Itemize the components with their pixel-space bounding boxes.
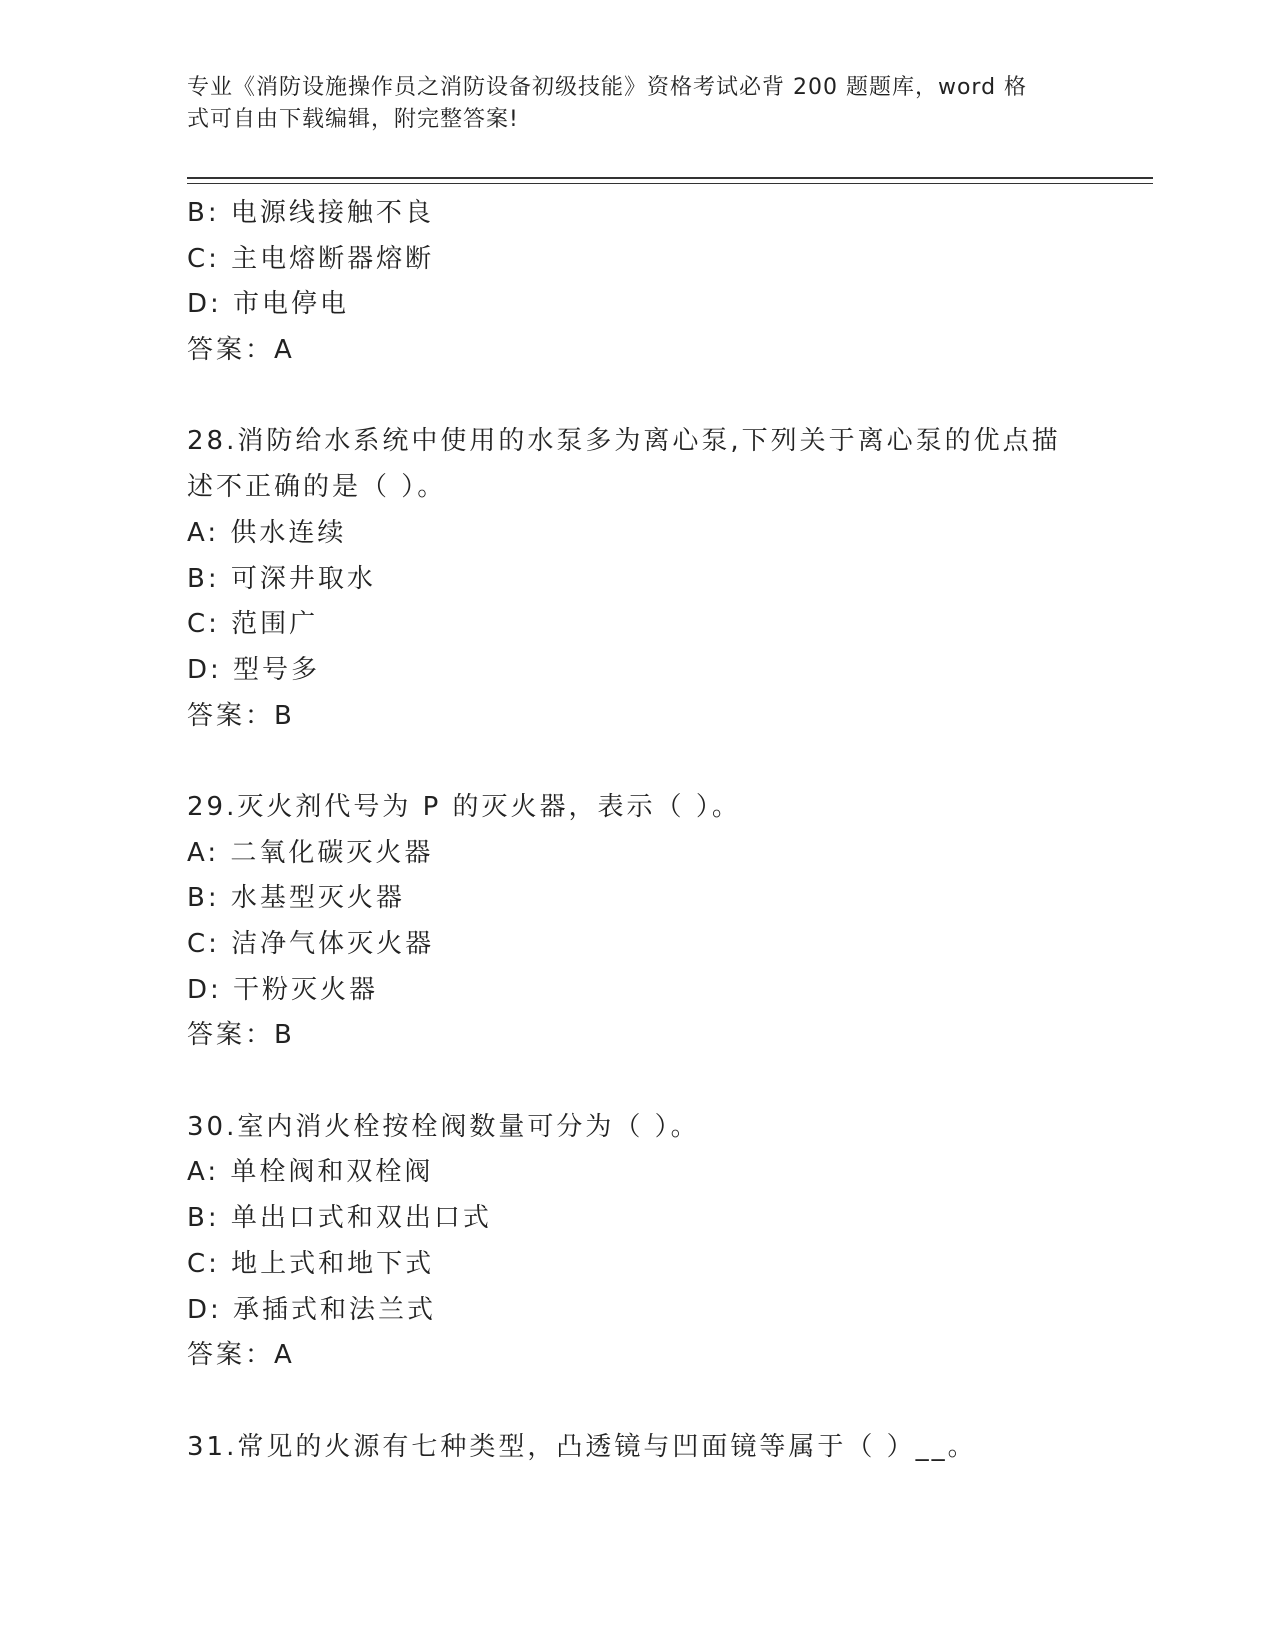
header-rule-thick bbox=[187, 177, 1153, 179]
answer: 答案：B bbox=[187, 700, 295, 731]
option-c: C: 范围广 bbox=[187, 609, 319, 640]
question-30 bbox=[187, 1105, 1087, 1379]
option-a: A: 二氧化碳灭火器 bbox=[187, 837, 434, 868]
question-28 bbox=[187, 419, 1087, 739]
question-text-line-1: 28.消防给水系统中使用的水泵多为离心泵,下列关于离心泵的优点描 bbox=[187, 426, 1061, 457]
option-c: C: 洁净气体灭火器 bbox=[187, 929, 435, 959]
question-text: 30.室内消火栓按栓阀数量可分为（ ）。 bbox=[187, 1111, 700, 1142]
option-b: B: 可深井取水 bbox=[187, 563, 376, 594]
question-text-line-2: 述不正确的是（ ）。 bbox=[187, 472, 447, 503]
question-27-tail bbox=[187, 191, 1087, 374]
question-text: 29.灭火剂代号为 P 的灭火器，表示（ ）。 bbox=[187, 791, 741, 822]
question-text: 31.常见的火源有七种类型，凸透镜与凹面镜等属于（ ）__。 bbox=[187, 1431, 977, 1462]
spacer bbox=[187, 1379, 1087, 1425]
option-d: D: 市电停电 bbox=[187, 289, 350, 320]
header-line-1: 专业《消防设施操作员之消防设备初级技能》资格考试必背 200 题题库，word 格 bbox=[187, 75, 1028, 100]
answer: 答案：B bbox=[187, 1020, 295, 1051]
option-d: D: 承插式和法兰式 bbox=[187, 1294, 437, 1325]
option-a: A: 供水连续 bbox=[187, 517, 347, 548]
spacer bbox=[187, 739, 1087, 785]
option-d: D: 干粉灭火器 bbox=[187, 974, 379, 1005]
question-list bbox=[187, 191, 1087, 1470]
option-b: B: 单出口式和双出口式 bbox=[187, 1203, 492, 1234]
spacer bbox=[187, 1059, 1087, 1105]
answer: 答案：A bbox=[187, 335, 295, 366]
option-c: C: 地上式和地下式 bbox=[187, 1248, 435, 1279]
option-a: A: 单栓阀和双栓阀 bbox=[187, 1157, 434, 1188]
option-b: B: 水基型灭火器 bbox=[187, 883, 405, 914]
document-header bbox=[187, 72, 1067, 136]
header-rule-thin bbox=[187, 183, 1153, 184]
option-c: C: 主电熔断器熔断 bbox=[187, 243, 435, 274]
header-line-2: 式可自由下载编辑，附完整答案! bbox=[187, 107, 519, 132]
question-31 bbox=[187, 1425, 1087, 1471]
option-d: D: 型号多 bbox=[187, 654, 321, 685]
question-29 bbox=[187, 785, 1087, 1059]
spacer bbox=[187, 374, 1087, 420]
option-b: B: 电源线接触不良 bbox=[187, 198, 434, 228]
answer: 答案：A bbox=[187, 1340, 295, 1371]
